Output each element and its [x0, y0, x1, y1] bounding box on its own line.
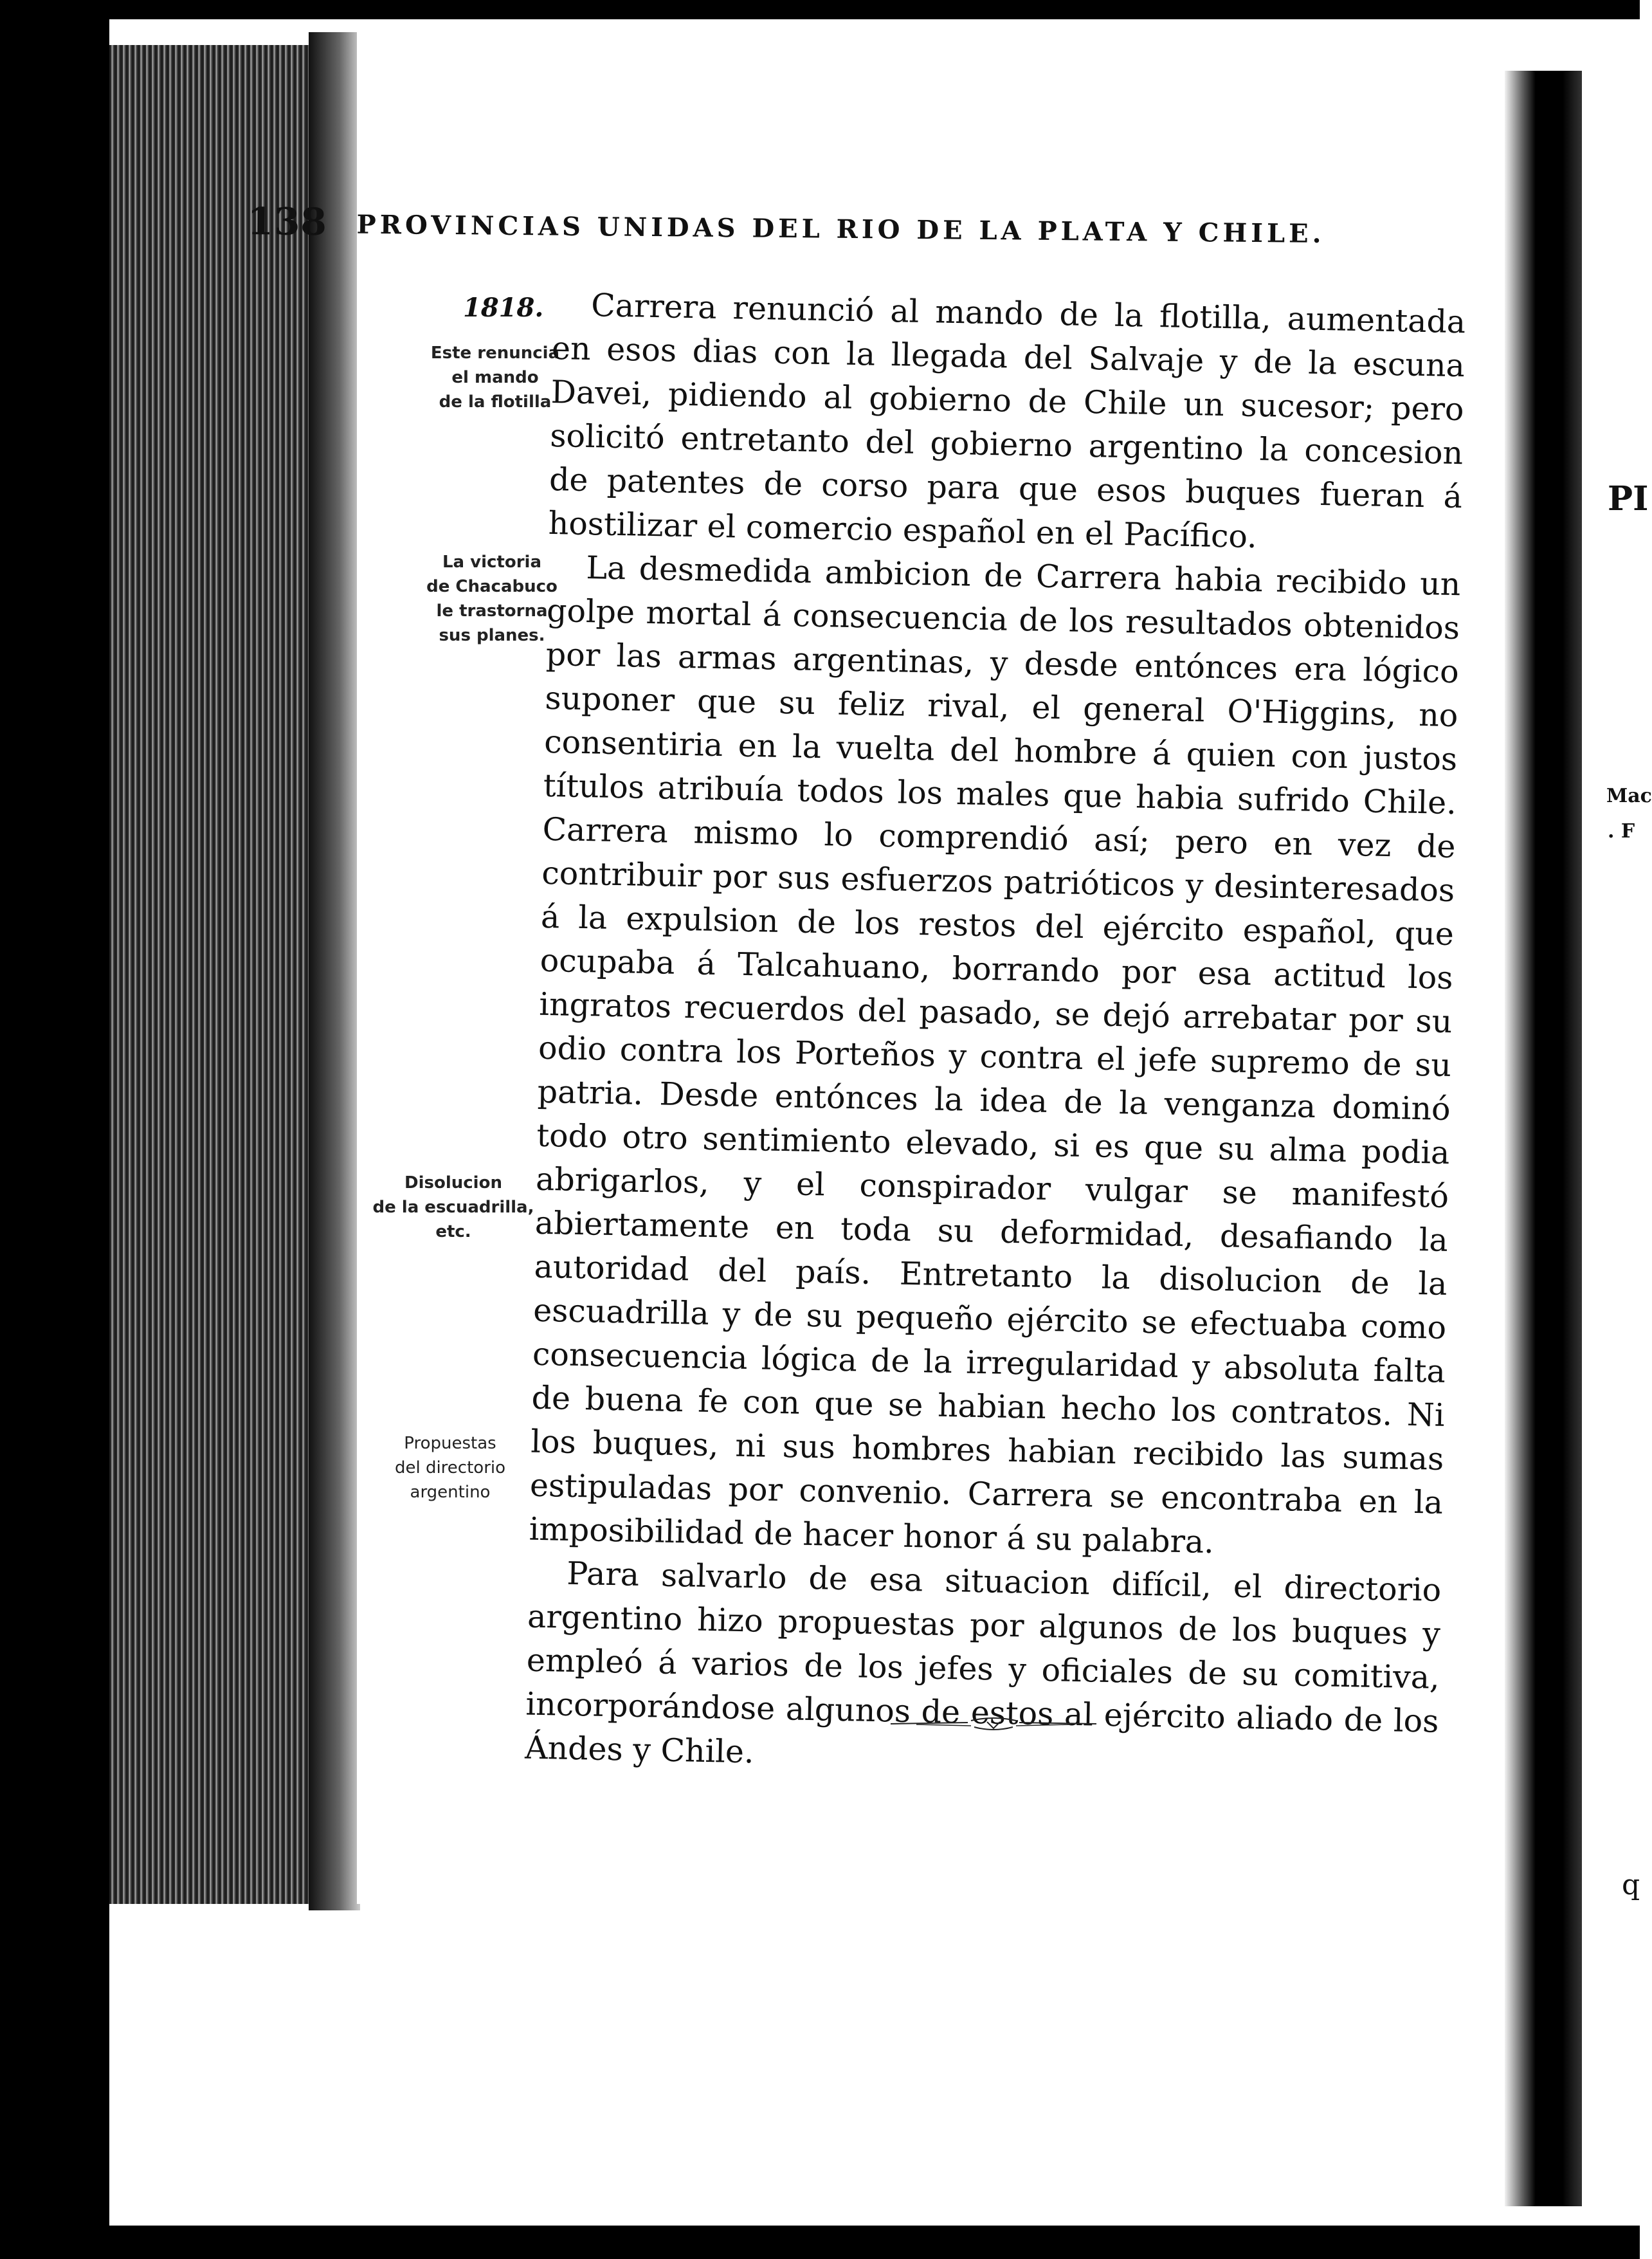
side-note [367, 1171, 540, 1244]
paragraph: La desmedida ambicion de Carrera habia recibido un golpe mortal á consecuencia de los resultados obtenidos por las armas argentinas, y desde entónces era lógico suponer que su feliz rival, el general O'Higgins, no consentiria en la vuelta del hombre á quien con justos títulos atribuía todos los males que habia sufrido Chile. Carrera mismo lo comprendió así; pero en vez de contribuir por sus esfuerzos patrióticos y desinteresados á la expulsion de los restos del ejército español, que ocupaba á Talcahuano, borrando por esa actitud los ingratos recuerdos del pasado, se dejó arrebatar por su odio contra los Porteños y contra el jefe supremo de su patria. Desde entónces la idea de la venganza dominó todo otro sentimiento elevado, si es que su alma podia abrigarlos, y el conspirador vulgar se manifestó abiertamente en toda su deformidad, desafiando la autoridad del país. Entretanto la disolucion de la escuadrilla y de su pequeño ejército se efectuaba como consecuencia lógica de la irregularidad y absoluta falta de buena fe con que se habian hecho los contratos. Ni los buques, ni sus hombres habian recibido las sumas estipuladas por convenio. Carrera se encontraba en la imposibilidad de hacer honor á su palabra. [529, 549, 1461, 1561]
paragraph: Para salvarlo de esa situacion difícil, el directorio argentino hizo propuestas por algunos de los buques y empleó á varios de los jefes y oficiales de su comitiva, incorporándose algunos de estos al ejército aliado de los Ándes y Chile. [524, 1555, 1442, 1771]
scan-border-left [0, 0, 109, 2259]
facing-page [1582, 19, 1652, 2226]
side-note-line: argentino [410, 1483, 491, 1502]
side-note [424, 550, 559, 648]
body-text [525, 283, 1466, 1788]
side-note-line: de la flotilla [439, 392, 552, 412]
side-note-line: Este renuncia [430, 343, 560, 363]
side-note-line: le trastorna [436, 601, 548, 621]
page-edge-shadow [309, 32, 360, 1910]
side-note-line: del directorio [394, 1458, 506, 1477]
facing-page-fragment: q [1622, 1869, 1640, 1901]
running-head: PROVINCIAS UNIDAS DEL RIO DE LA PLATA Y CHILE. [356, 209, 1325, 250]
side-note-line: Disolucion [404, 1173, 502, 1193]
side-note-line: Propuestas [404, 1434, 496, 1453]
section-end-ornament-icon [891, 1714, 1096, 1733]
paragraph: Carrera renunció al mando de la flotilla, aumentada en esos dias con la llegada del Salvaje y de la escuna Davei, pidiendo al gobierno de Chile un sucesor; pero solicitó entretanto del gobierno argentino la concesion de patentes de corso para que esos buques fueran á hostilizar el comercio español en el Pacífico. [548, 287, 1466, 556]
side-note-line: sus planes. [439, 626, 545, 645]
page-header [247, 199, 1379, 262]
side-note-line: de la escuadrilla, [372, 1198, 534, 1217]
scan-border-bottom [0, 2226, 1640, 2259]
side-note-line: La victoria [442, 553, 541, 572]
facing-page-fragment: . F [1608, 820, 1635, 843]
margin-year: 1818. [463, 293, 544, 323]
side-note-line: el mando [451, 368, 539, 387]
side-note-line: etc. [435, 1222, 471, 1241]
side-note-line: de Chacabuco [426, 577, 558, 596]
facing-page-fragment: Mac [1606, 785, 1652, 807]
side-note [376, 1431, 524, 1504]
page-number: 138 [247, 199, 328, 244]
side-note [428, 341, 563, 414]
book-binding [1505, 71, 1582, 2206]
scan-border-top [0, 0, 1640, 19]
facing-page-fragment: PI [1608, 479, 1649, 518]
